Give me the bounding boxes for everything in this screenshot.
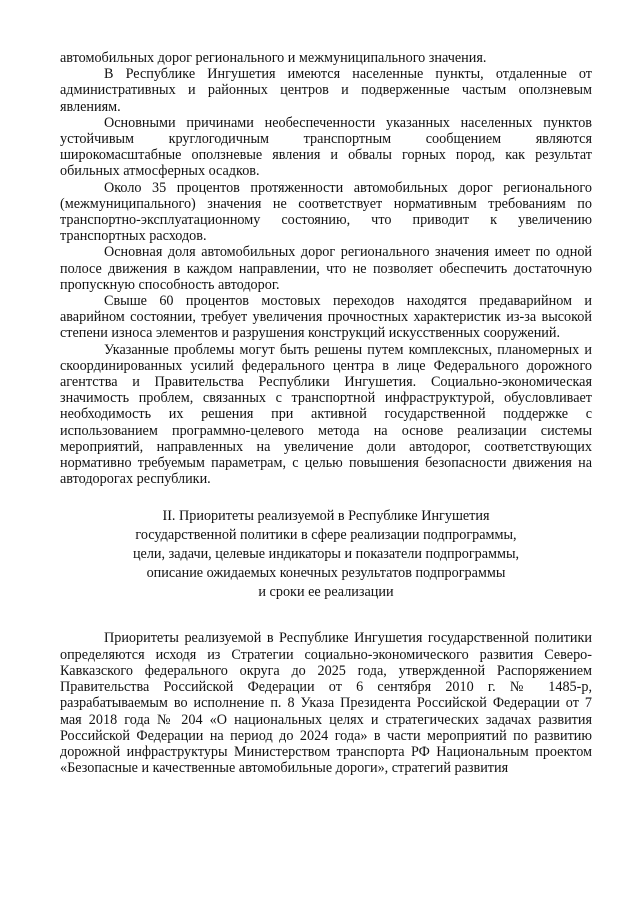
section-heading-line: государственной политики в сфере реализации подпрограммы, <box>135 527 517 544</box>
paragraph-settlements: В Республике Ингушетия имеются населенные пункты, отдаленные от административных и районных центров и подверженные частым оползневым явлениям. <box>60 66 592 115</box>
section-heading-line: описание ожидаемых конечных результатов подпрограммы <box>146 565 506 582</box>
paragraph-reasons: Основными причинами необеспеченности указанных населенных пунктов устойчивым круглогодичным транспортным сообщением являются широкомасштабные оползневые явления и обвалы горных пород, как результат обильных атмосферных осадков. <box>60 114 592 180</box>
section-heading-line: цели, задачи, целевые индикаторы и показатели подпрограммы, <box>132 546 520 563</box>
section-heading <box>60 507 592 602</box>
paragraph-solutions: Указанные проблемы могут быть решены путем комплексных, планомерных и скоординированных усилий федерального центра в лице Федерального дорожного агентства и Правительства Республики Ингушетия. Социально-экономическая значимость проблем, связанных с транспортной инфраструктурой, обусловливает необходимость их решения при активной государственной поддержке с использованием программно-целевого метода на основе реализации системы мероприятий, направленных на увеличение доли автодорог, соответствующих нормативно требуемым параметрам, с целью повышения безопасности движения на автодорогах республики. <box>60 341 592 488</box>
paragraph-lanes: Основная доля автомобильных дорог регионального значения имеет по одной полосе движения в каждом направлении, что не позволяет обеспечить достаточную пропускную способность автодорог. <box>60 244 592 293</box>
paragraph-priorities: Приоритеты реализуемой в Республике Ингушетия государственной политики определяются исходя из Стратегии социально-экономического развития Северо-Кавказского федерального округа до 2025 года, утвержденной Распоряжением Правительства Российской Федерации от 6 сентября 2010 г. № 1485-р, разрабатываемым во исполнение п. 8 Указа Президента Российской Федерации от 7 мая 2018 года № 204 «О национальных целях и стратегических задачах развития Российской Федерации на период до 2024 года» в части мероприятий по развитию дорожной инфраструктуры Министерством транспорта РФ Национальным проектом «Безопасные и качественные автомобильные дороги», стратегий развития <box>60 630 592 777</box>
paragraph-bridges: Свыше 60 процентов мостовых переходов находятся предаварийном и аварийном состоянии, требует увеличения прочностных характеристик из-за высокой степени износа элементов и разрушения конструкций искусственных сооружений. <box>60 293 592 342</box>
paragraph-road-condition: Около 35 процентов протяженности автомобильных дорог регионального (межмуниципального) значения не соответствует нормативным требованиям по транспортно-эксплуатационному состоянию, что приводит к увеличению транспортных расходов. <box>60 179 592 245</box>
paragraph-continuation: автомобильных дорог регионального и межмуниципального значения. <box>60 50 487 66</box>
section-heading-line: и сроки ее реализации <box>258 584 394 601</box>
section-heading-line: II. Приоритеты реализуемой в Республике Ингушетия <box>162 508 490 525</box>
